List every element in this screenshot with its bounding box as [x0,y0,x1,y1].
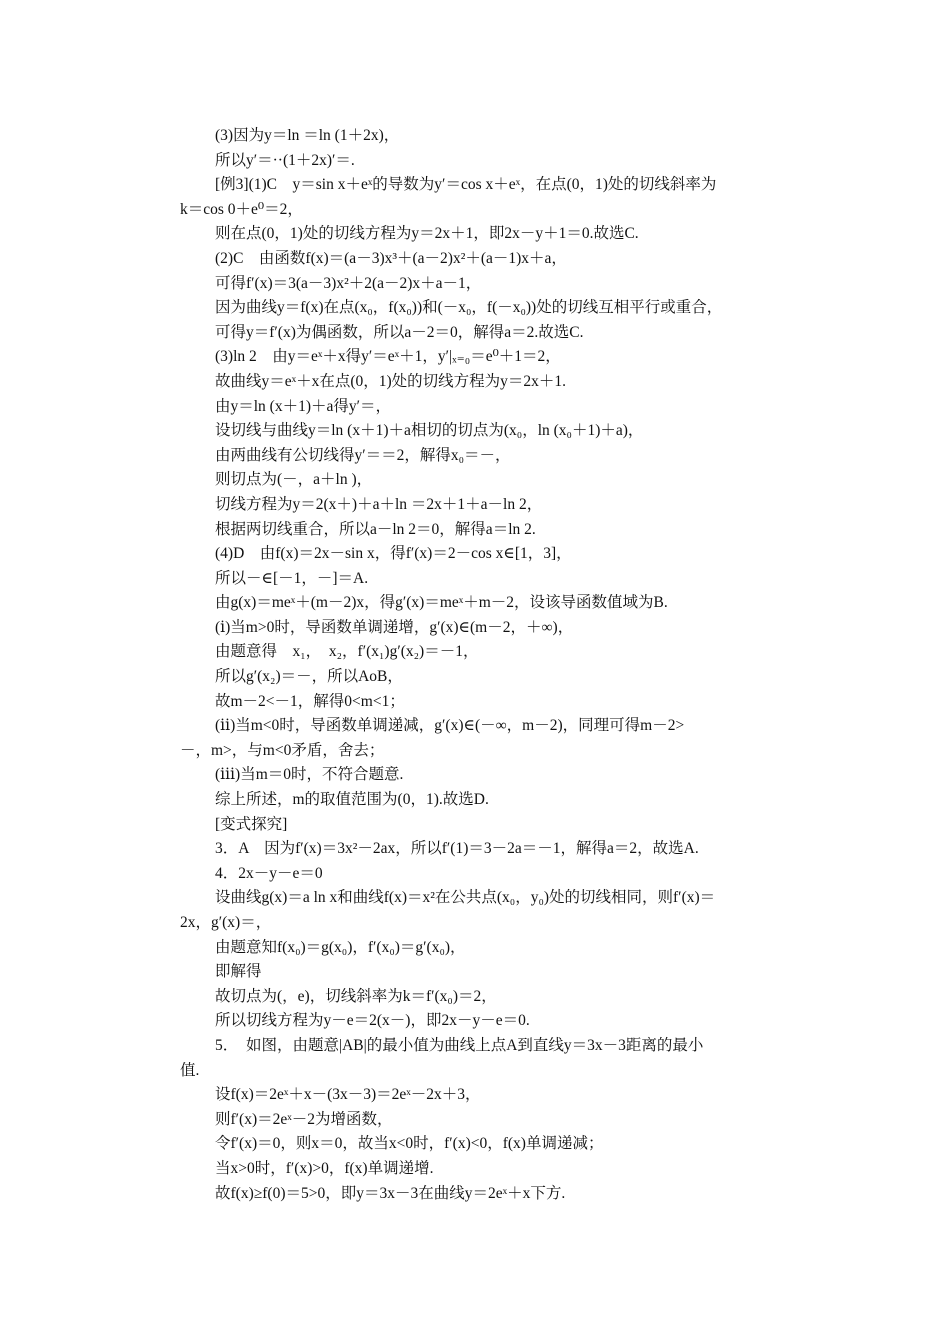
text-line: 由题意知f(x₀)＝g(x₀)，f′(x₀)＝g′(x₀)， [215,938,466,956]
text-line: 所以－∈[－1，－]＝A. [215,569,369,587]
text-line: －，m>，与m<0矛盾，舍去； [180,741,385,759]
text-line: 设f(x)＝2eˣ＋x－(3x－3)＝2eˣ－2x＋3， [215,1086,481,1104]
text-line: 当x>0时，f′(x)>0，f(x)单调递增. [215,1159,434,1177]
text-line: (4)D 由f(x)＝2x－sin x，得f′(x)＝2－cos x∈[1，3]， [215,545,572,563]
text-line: 由两曲线有公切线得y′＝＝2，解得x₀＝－， [215,446,511,464]
text-line: 由g(x)＝meˣ＋(m－2)x，得g′(x)＝meˣ＋m－2，设该导函数值域为B. [215,594,668,612]
text-line: 所以切线方程为y－e＝2(x－)，即2x－y－e＝0. [215,1012,530,1030]
text-line: 所以g′(x₂)＝－，所以AoB， [215,668,403,686]
text-line: 值. [180,1061,200,1079]
text-line: 由题意得 x₁， x₂，f′(x₁)g′(x₂)＝－1， [215,643,479,661]
text-line: 3．A 因为f′(x)＝3x²－2ax，所以f′(1)＝3－2a＝－1，解得a＝2，故选A. [215,840,699,858]
text-line: (ⅲ)当m＝0时，不符合题意. [215,766,404,784]
text-line: [变式探究] [215,815,288,833]
text-line: 所以y′＝··(1＋2x)′＝. [215,151,355,169]
text-line: 切线方程为y＝2(x＋)＋a＋ln ＝2x＋1＋a－ln 2， [215,495,543,513]
text-line: 5． 如图，由题意|AB|的最小值为曲线上点A到直线y＝3x－3距离的最小 [215,1036,704,1054]
text-line: 设曲线g(x)＝a ln x和曲线f(x)＝x²在公共点(x₀，y₀)处的切线相同，则f′(x)＝ [215,889,716,907]
text-line: 则在点(0，1)处的切线方程为y＝2x＋1，即2x－y＋1＝0.故选C. [215,225,639,243]
text-line: (3)ln 2 由y＝eˣ＋x得y′＝eˣ＋1，y′|ₓ₌₀＝e⁰＋1＝2， [215,348,561,366]
text-line: (3)因为y＝ln ＝ln (1＋2x)， [215,127,400,144]
text-line: 4．2x－y－e＝0 [215,864,323,882]
text-line: 故m－2<－1，解得0<m<1； [215,692,405,710]
text-line: 设切线与曲线y＝ln (x＋1)＋a相切的切点为(x₀，ln (x₀＋1)＋a)， [215,422,644,440]
text-line: 则f′(x)＝2eˣ－2为增函数， [215,1110,393,1128]
document-body [180,124,772,1206]
text-line: (ⅱ)当m<0时，导函数单调递减，g′(x)∈(－∞，m－2)，同理可得m－2> [215,717,685,735]
text-line: 2x，g′(x)＝， [180,914,272,931]
text-line: 可得f′(x)＝3(a－3)x²＋2(a－2)x＋a－1， [215,274,482,292]
text-line: 故曲线y＝eˣ＋x在点(0，1)处的切线方程为y＝2x＋1. [215,372,567,390]
text-line: 由y＝ln (x＋1)＋a得y′＝， [215,397,392,415]
text-line: 令f′(x)＝0，则x＝0，故当x<0时，f′(x)<0，f(x)单调递减； [215,1135,604,1153]
text-line: 根据两切线重合，所以a－ln 2＝0，解得a＝ln 2. [215,520,536,538]
text-line: 故f(x)≥f(0)＝5>0，即y＝3x－3在曲线y＝2eˣ＋x下方. [215,1184,566,1202]
text-line: (2)C 由函数f(x)＝(a－3)x³＋(a－2)x²＋(a－1)x＋a， [215,249,567,267]
text-line: 故切点为(，e)，切线斜率为k＝f′(x₀)＝2， [215,987,497,1005]
text-line: k＝cos 0＋e⁰＝2， [180,200,303,218]
text-line: (ⅰ)当m>0时，导函数单调递增，g′(x)∈(m－2，＋∞)， [215,618,574,636]
text-line: 综上所述，m的取值范围为(0，1).故选D. [215,791,489,809]
text-line: 则切点为(－，a＋ln )， [215,471,373,489]
text-line: 即解得 [215,963,262,981]
text-line: 可得y＝f′(x)为偶函数，所以a－2＝0，解得a＝2.故选C. [215,323,584,341]
text-line: 因为曲线y＝f(x)在点(x₀，f(x₀))和(－x₀，f(－x₀))处的切线互相平行或重合， [215,299,723,317]
text-line: [例3](1)C y＝sin x＋eˣ的导数为y′＝cos x＋eˣ，在点(0，1)处的切线斜率为 [215,176,717,194]
